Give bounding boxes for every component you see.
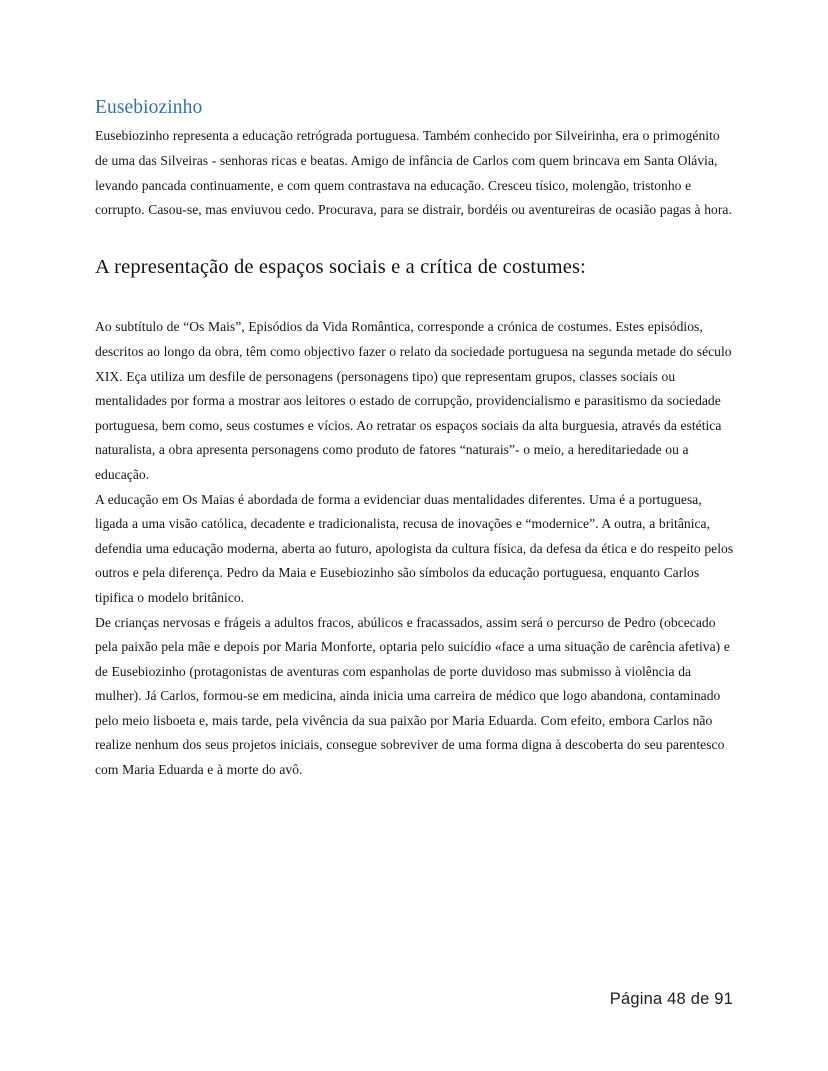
page-footer xyxy=(0,990,733,1009)
page-number-label: Página 48 de 91 xyxy=(609,990,733,1008)
chapter-body xyxy=(95,315,735,782)
chapter-paragraph-2: A educação em Os Maias é abordada de forma a evidenciar duas mentalidades diferentes. Uma é a portuguesa, ligada a uma visão católica, decadente e tradicionalista, recusa de inovações e “modernice”. A outra, a britânica, defendia uma educação moderna, aberta ao futuro, apologista da cultura física, da defesa da ética e do respeito pelos outros e pela diferença. Pedro da Maia e Eusebiozinho são símbolos da educação portuguesa, enquanto Carlos tipifica o modelo britânico. xyxy=(95,491,734,605)
section-intro-paragraph: Eusebiozinho representa a educação retrógrada portuguesa. Também conhecido por Silveirinha, era o primogénito de uma das Silveiras - senhoras ricas e beatas. Amigo de infância de Carlos com quem brincava em Santa Olávia, levando pancada continuamente, e com quem contrastava na educação. Cresceu tísico, molengão, tristonho e corrupto. Casou-se, mas enviuvou cedo. Procurava, para se distrair, bordéis ou aventureiras de ocasião pagas à hora. xyxy=(95,128,732,218)
chapter-paragraph-3: De crianças nervosas e frágeis a adultos fracos, abúlicos e fracassados, assim será o percurso de Pedro (obcecado pela paixão pela mãe e depois por Maria Monforte, optaria pelo suicídio «face a uma situação de carência afetiva) e de Eusebiozinho (protagonistas de aventuras com espanholas de porte duvidoso mas submisso à violência da mulher). Já Carlos, formou-se em medicina, ainda inicia uma carreira de médico que logo abandona, contaminado pelo meio lisboeta e, mais tarde, pela vivência da sua paixão por Maria Eduarda. Com efeito, embora Carlos não realize nenhum dos seus projetos iniciais, consegue sobreviver de uma forma digna à descoberta do seu parentesco com Maria Eduarda e à morte do avô. xyxy=(95,614,730,778)
chapter-heading: A representação de espaços sociais e a crítica de costumes: xyxy=(95,255,586,278)
section-title-eusebiozinho: Eusebiozinho xyxy=(95,97,203,118)
chapter-paragraph-1: Ao subtítulo de “Os Mais”, Episódios da Vida Romântica, corresponde a crónica de costumes. Estes episódios, descritos ao longo da obra, têm como objectivo fazer o relato da sociedade portuguesa na segunda metade do século XIX. Eça utiliza um desfile de personagens (personagens tipo) que representam grupos, classes sociais ou mentalidades por forma a mostrar aos leitores o estado de corrupção, providencialismo e parasitismo da sociedade portuguesa, bem como, seus costumes e vícios. Ao retratar os espaços sociais da alta burguesia, através da estética naturalista, a obra apresenta personagens como produto de fatores “naturais”- o meio, a hereditariedade ou a educação. xyxy=(95,319,732,482)
document-content xyxy=(95,96,735,783)
